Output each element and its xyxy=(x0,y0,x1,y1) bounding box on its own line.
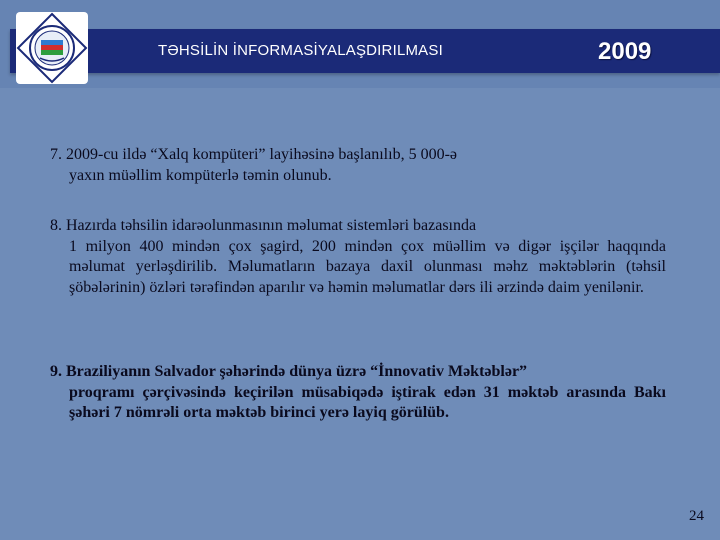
paragraph-item-7 xyxy=(50,145,666,186)
page-number: 24 xyxy=(689,508,704,524)
paragraph-body: proqramı çərçivəsində keçirilən müsabiqədə iştirak edən 31 məktəb arasında Bakı şəhəri 7 nömrəli orta məktəb birinci yerə layiq görülüb. xyxy=(69,383,666,421)
year-label: 2009 xyxy=(598,38,652,65)
paragraph-body: 1 milyon 400 mindən çox şagird, 200 mindən çox müəllim və digər işçilər haqqında məlumat yerləşdirilib. Məlumatların bazaya daxil olunması məhz məktəblərin (təhsil şöbələrinin) özləri tərəfindən aparılır və həmin məlumatlar dərs ili ərzində daim yenilənir. xyxy=(69,237,666,296)
ministry-emblem-icon xyxy=(10,6,94,90)
paragraph-item-8 xyxy=(50,216,666,298)
paragraph-first-line: 8. Hazırda təhsilin idarəolunmasının məlumat sistemləri bazasında xyxy=(50,217,477,234)
paragraph-first-line: 9. Braziliyanın Salvador şəhərində dünya üzrə “İnnovativ Məktəblər” xyxy=(50,363,528,380)
paragraph-first-line: 7. 2009-cu ildə “Xalq kompüteri” layihəsinə başlanılıb, 5 000-ə xyxy=(50,146,457,163)
paragraph-item-9 xyxy=(50,362,666,424)
paragraph-body: yaxın müəllim kompüterlə təmin olunub. xyxy=(69,166,332,184)
page-title: TƏHSİLİN İNFORMASİYALAŞDIRILMASI xyxy=(158,42,443,59)
